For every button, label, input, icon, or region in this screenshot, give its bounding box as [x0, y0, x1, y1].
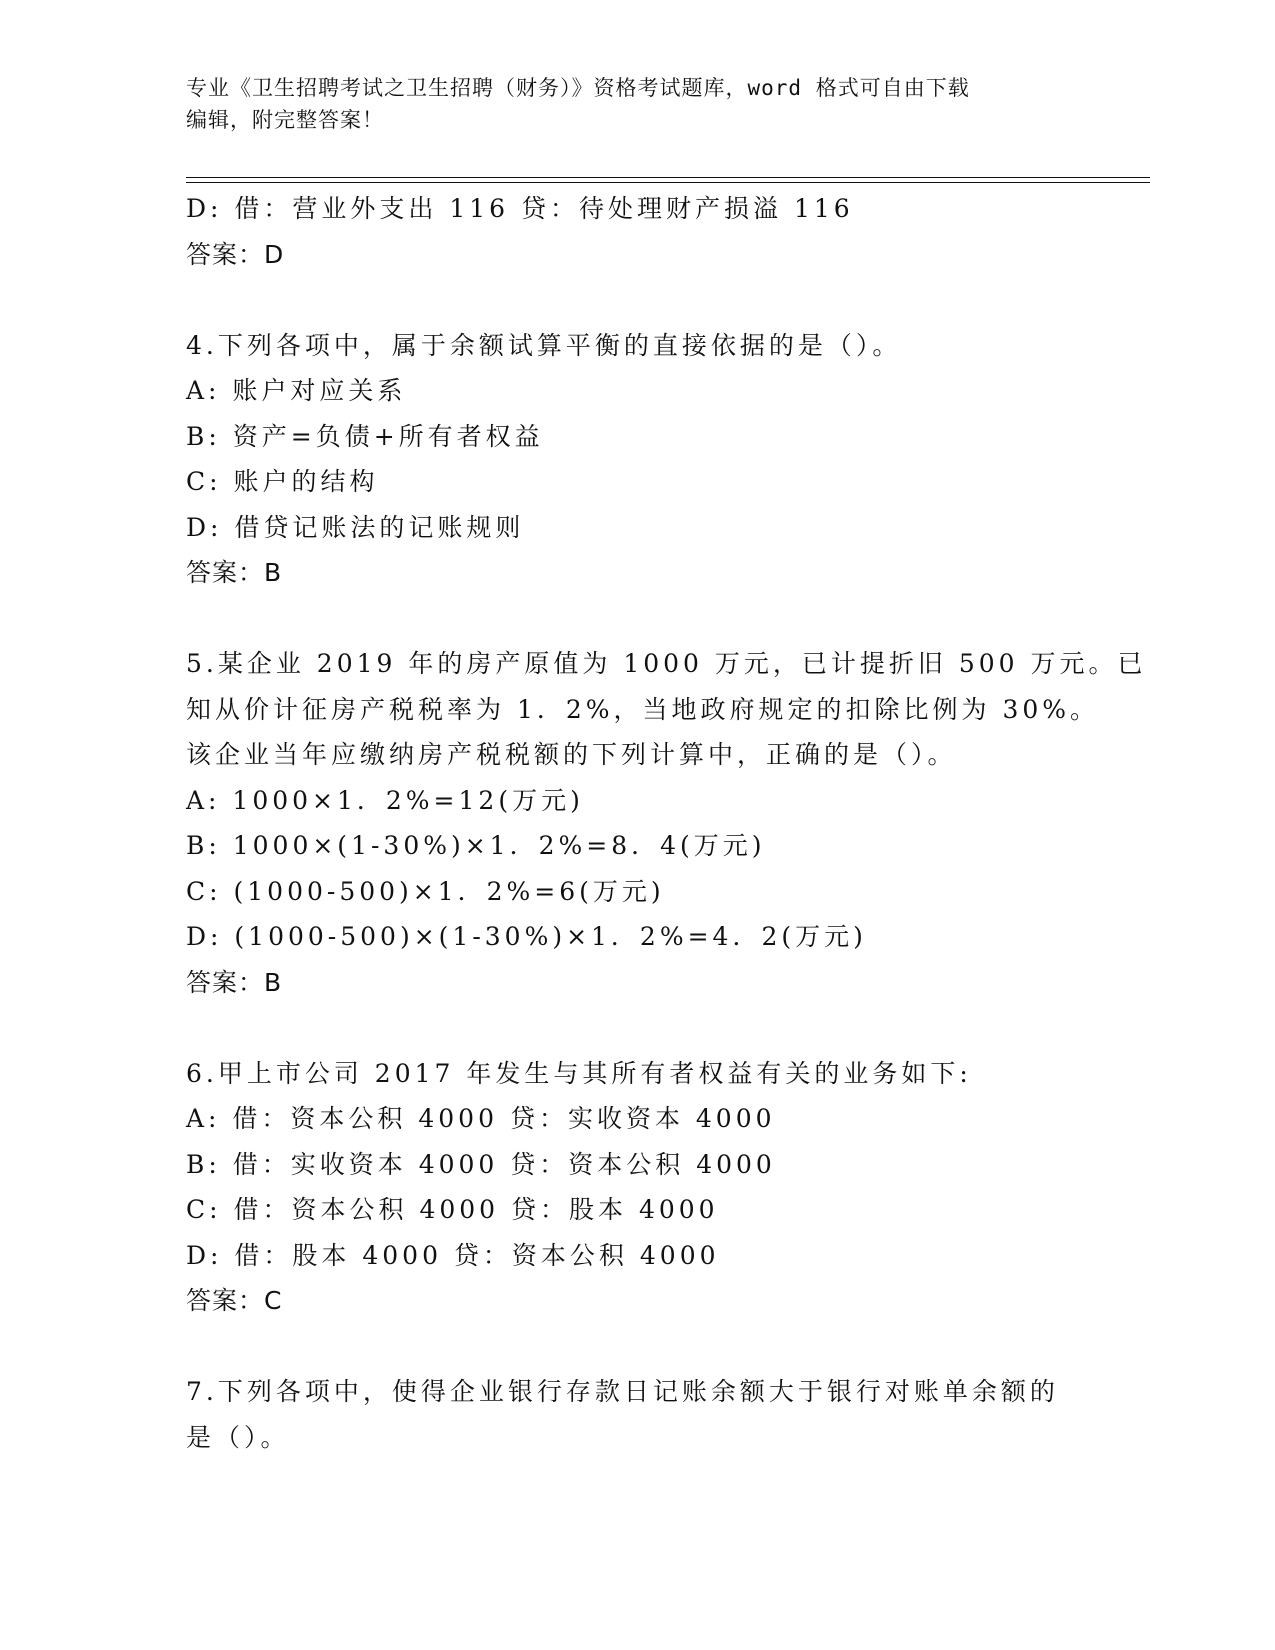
option-b: B: 1000×(1-30%)×1．2%=8．4(万元)	[186, 831, 766, 860]
header-line-2: 编辑，附完整答案！	[186, 108, 384, 132]
question-5-block	[186, 641, 1147, 1005]
option-a: A: 账户对应关系	[186, 376, 407, 405]
option-b: B: 资产=负债+所有者权益	[186, 421, 544, 451]
question-4-block	[186, 323, 1086, 596]
question-stem: 6.甲上市公司 2017 年发生与其所有者权益有关的业务如下:	[186, 1058, 972, 1088]
option-c: C: 借：资本公积 4000 贷：股本 4000	[186, 1195, 719, 1224]
question-stem-line-2: 知从价计征房产税税率为 1．2%，当地政府规定的扣除比例为 30%。	[186, 694, 1100, 724]
option-d: D: 借：股本 4000 贷：资本公积 4000	[186, 1240, 720, 1270]
spacer	[186, 1005, 1086, 1051]
option-c: C: 账户的结构	[186, 467, 379, 496]
spacer	[186, 1324, 1086, 1370]
question-6-block	[186, 1051, 1086, 1324]
option-d: D: 借贷记账法的记账规则	[186, 512, 525, 542]
question-7-block	[186, 1369, 1086, 1460]
option-b: B: 借：实收资本 4000 贷：资本公积 4000	[186, 1149, 776, 1179]
answer-label: 答案：C	[186, 1286, 283, 1315]
spacer	[186, 596, 1086, 642]
option-d: D: 借：营业外支出 116 贷：待处理财产损溢 116	[186, 194, 854, 223]
previous-question-block	[186, 186, 1086, 277]
header-divider-bottom	[186, 182, 1150, 183]
answer-label: 答案：D	[186, 239, 285, 269]
option-a: A: 借：资本公积 4000 贷：实收资本 4000	[186, 1104, 776, 1133]
page-header	[186, 72, 1066, 136]
question-content	[186, 186, 1147, 1460]
option-c: C: (1000-500)×1．2%=6(万元)	[186, 876, 665, 906]
question-stem-line-1: 7.下列各项中，使得企业银行存款日记账余额大于银行对账单余额的	[186, 1377, 1059, 1406]
header-line-1: 专业《卫生招聘考试之卫生招聘（财务）》资格考试题库，word 格式可自由下载	[186, 76, 970, 100]
option-d: D: (1000-500)×(1-30%)×1．2%=4．2(万元)	[186, 922, 867, 951]
answer-label: 答案：B	[186, 558, 283, 587]
option-a: A: 1000×1．2%=12(万元)	[186, 785, 584, 815]
header-divider-top	[186, 177, 1150, 178]
question-stem-line-2: 是（）。	[186, 1422, 290, 1452]
question-stem-line-1: 5.某企业 2019 年的房产原值为 1000 万元，已计提折旧 500 万元。已	[186, 649, 1147, 678]
question-stem: 4.下列各项中，属于余额试算平衡的直接依据的是（）。	[186, 330, 902, 360]
answer-label: 答案：B	[186, 967, 283, 997]
question-stem-line-3: 该企业当年应缴纳房产税税额的下列计算中，正确的是（）。	[186, 740, 957, 769]
spacer	[186, 277, 1086, 323]
